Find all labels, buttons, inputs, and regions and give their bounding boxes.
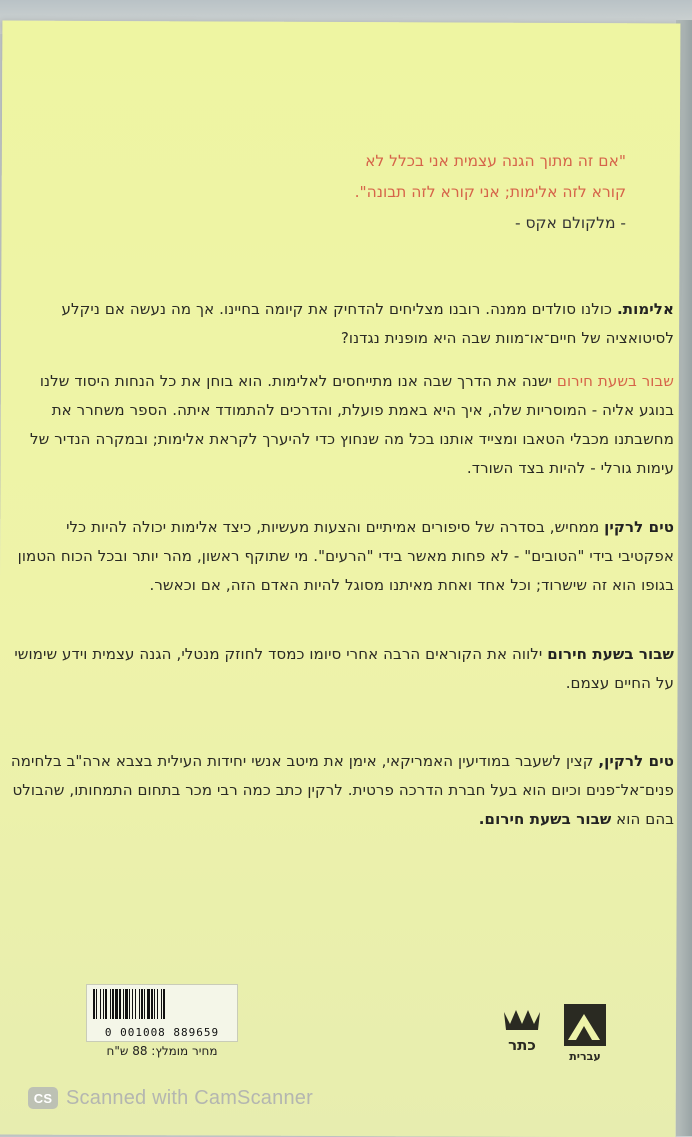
quote-line-2: קורא לזה אלימות; אני קורא לזה תבונה".: [354, 183, 626, 201]
paragraph-author-bio-text: קצין לשעבר במודיעין האמריקאי, אימן את מיטב אנשי יחידות העילית בצבא ארה"ב בלחימה פנים־אל־פנים וכיום הוא בעל חברת הדרכה פרטית. לרקין כתב כמה רבי מכר בתחום התמחותו, שהבולט בהם הוא: [10, 752, 674, 828]
paragraph-intro-lead: אלימות.: [616, 300, 674, 318]
recommended-price: מחיר מומלץ: 88 ש"ח: [106, 1044, 218, 1058]
barcode-bar: [96, 989, 97, 1019]
keter-logo-text: כתר: [508, 1036, 536, 1054]
epigraph-quote: [66, 146, 626, 239]
paragraph-book-summary-text: ישנה את הדרך שבה אנו מתייחסים לאלימות. הוא בוחן את כל הנחות היסוד שלנו בנוגע אליה - המוסריות שלה, איך היא באמת פועלת, והדרכים להתמודד איתה. הספר משחרר את מחשבתנו מכבלי הטאבו ומצייד אותנו בכל מה שנחוץ כדי להיערך לקראת אלימות; ובמקרה הנדיר של עימות גורלי - להיות בצד השורד.: [30, 372, 674, 477]
barcode-bar: [110, 989, 111, 1019]
barcode-bar: [157, 989, 158, 1019]
barcode-bar: [105, 989, 107, 1019]
camscanner-watermark: [28, 1086, 313, 1110]
barcode-bar: [115, 989, 118, 1019]
barcode-bar: [154, 989, 155, 1019]
barcode-bar: [135, 989, 136, 1019]
barcode-bar: [123, 989, 124, 1019]
camscanner-icon: CS: [28, 1087, 58, 1109]
quote-line-1: "אם זה מתוך הגנה עצמית אני בכלל לא: [365, 152, 626, 170]
quote-author: - מלקולם אקס -: [514, 214, 626, 232]
barcode-bar: [129, 989, 130, 1019]
keter-publisher-logo: [500, 1006, 544, 1056]
barcode-bar: [141, 989, 143, 1019]
author-name-lead: טים לרקין: [604, 518, 674, 536]
avarit-publisher-logo: [562, 1002, 608, 1064]
paragraph-intro-text: כולנו סולדים ממנה. רובנו מצליחים להדחיק את קיומה בחיינו. אך מה נעשה אם ניקלע לסיטואציה של חיים־או־מוות שבה היא מופנית נגדנו?: [61, 300, 674, 347]
book-title-highlight: שבור בשעת חירום: [556, 372, 674, 390]
avarit-logo-text: עברית: [569, 1050, 601, 1063]
barcode-bar: [112, 989, 114, 1019]
paragraph-closing-text: ילווה את הקוראים הרבה אחרי סיומו כמסד לחוזק מנטלי, הגנה עצמית וידע שימושי על החיים עצמם.: [14, 645, 674, 692]
barcode-bar: [144, 989, 145, 1019]
barcode-bar: [139, 989, 140, 1019]
camscanner-text: Scanned with CamScanner: [66, 1086, 313, 1109]
barcode-bar: [119, 989, 121, 1019]
barcode-bar: [125, 989, 128, 1019]
paragraph-intro: [10, 295, 674, 353]
barcode-bar: [93, 989, 95, 1019]
paragraph-author-method: [10, 513, 674, 600]
paragraph-author-method-text: ממחיש, בסדרה של סיפורים אמיתיים והצעות מעשיות, כיצד אלימות יכולה להיות כלי אפקטיבי בידי "הטובים" - לא פחות מאשר בידי "הרעים". מי שתוקף ראשון, מהר יותר ובכל הכוח הטמון בגופו הוא זה שישרוד; וכל אחד ואחת מאיתנו מסוגל להיות האדם הזה, אם וכאשר.: [17, 518, 674, 594]
barcode-bars: [91, 989, 233, 1019]
paragraph-closing: [10, 640, 674, 698]
barcode-number: 0 001008 889659: [104, 1026, 220, 1039]
book-title-lead: שבור בשעת חירום: [547, 645, 674, 663]
barcode-bar: [147, 989, 150, 1019]
barcode-bar: [103, 989, 104, 1019]
paragraph-book-summary: [10, 367, 674, 483]
paragraph-author-bio: [10, 747, 674, 834]
author-bio-book-title: שבור בשעת חירום.: [478, 810, 612, 828]
barcode-bar: [163, 989, 165, 1019]
barcode-bar: [161, 989, 162, 1019]
author-bio-lead: טים לרקין,: [598, 752, 674, 770]
barcode-bar: [132, 989, 133, 1019]
barcode-bar: [100, 989, 101, 1019]
barcode-bar: [151, 989, 153, 1019]
